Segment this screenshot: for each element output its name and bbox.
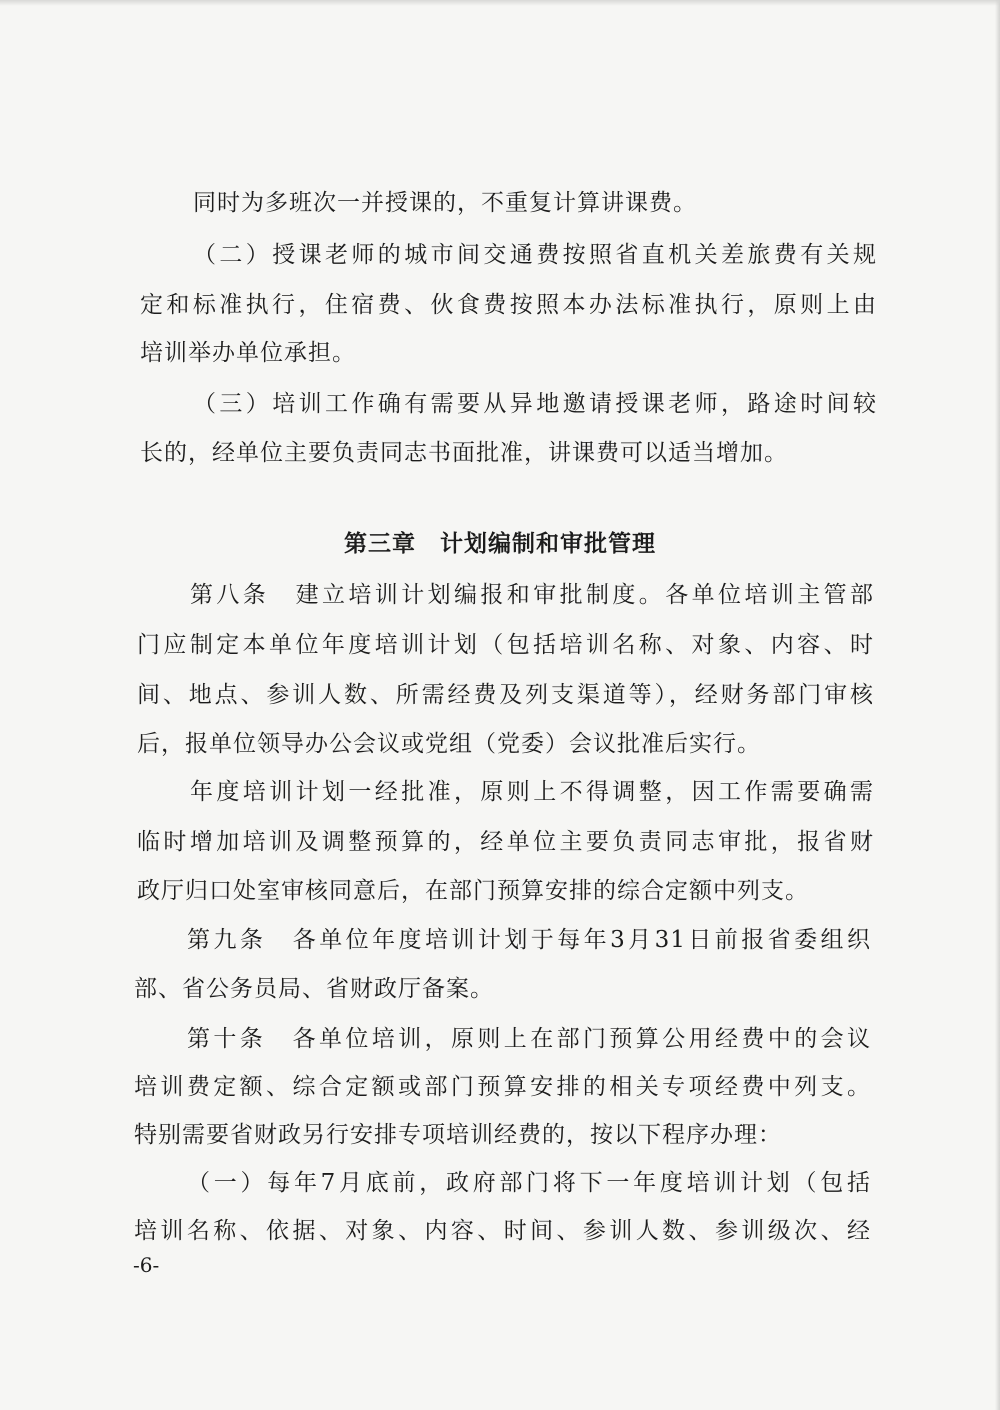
body-text-line: 定和标准执行，住宿费、伙食费按照本办法标准执行，原则上由	[140, 292, 877, 318]
scan-edge-top	[0, 0, 1000, 6]
body-text-line: 年度培训计划一经批准，原则上不得调整，因工作需要确需	[190, 779, 874, 805]
body-text-line: （三）培训工作确有需要从异地邀请授课老师，路途时间较	[193, 391, 877, 417]
body-text-line: 第九条 各单位年度培训计划于每年3月31日前报省委组织	[187, 927, 871, 953]
body-text-line: 第八条 建立培训计划编报和审批制度。各单位培训主管部	[190, 582, 874, 608]
body-text-line: 政厅归口处室审核同意后，在部门预算安排的综合定额中列支。	[137, 878, 809, 904]
body-text-line: 长的，经单位主要负责同志书面批准，讲课费可以适当增加。	[140, 440, 788, 466]
body-text-line: 培训举办单位承担。	[140, 340, 356, 366]
body-text-line: 部、省公务员局、省财政厅备案。	[134, 976, 494, 1002]
body-text-line: （一）每年7月底前，政府部门将下一年度培训计划（包括	[187, 1170, 871, 1196]
body-text-line: 培训名称、依据、对象、内容、时间、参训人数、参训级次、经	[134, 1218, 871, 1244]
body-text-line: 门应制定本单位年度培训计划（包括培训名称、对象、内容、时	[137, 632, 874, 658]
page-number: -6-	[133, 1253, 160, 1277]
body-text-line: 间、地点、参训人数、所需经费及列支渠道等），经财务部门审核	[137, 682, 874, 708]
body-text-line: （二）授课老师的城市间交通费按照省直机关差旅费有关规	[193, 242, 877, 268]
body-text-line: 后，报单位领导办公会议或党组（党委）会议批准后实行。	[137, 731, 761, 757]
body-text-line: 特别需要省财政另行安排专项培训经费的，按以下程序办理：	[134, 1122, 782, 1148]
body-text-line: 第十条 各单位培训，原则上在部门预算公用经费中的会议	[187, 1026, 871, 1052]
body-text-line: 培训费定额、综合定额或部门预算安排的相关专项经费中列支。	[134, 1074, 871, 1100]
body-text-line: 临时增加培训及调整预算的，经单位主要负责同志审批，报省财	[137, 829, 874, 855]
body-text-line: 同时为多班次一并授课的，不重复计算讲课费。	[193, 190, 697, 216]
chapter-heading: 第三章 计划编制和审批管理	[344, 531, 656, 557]
